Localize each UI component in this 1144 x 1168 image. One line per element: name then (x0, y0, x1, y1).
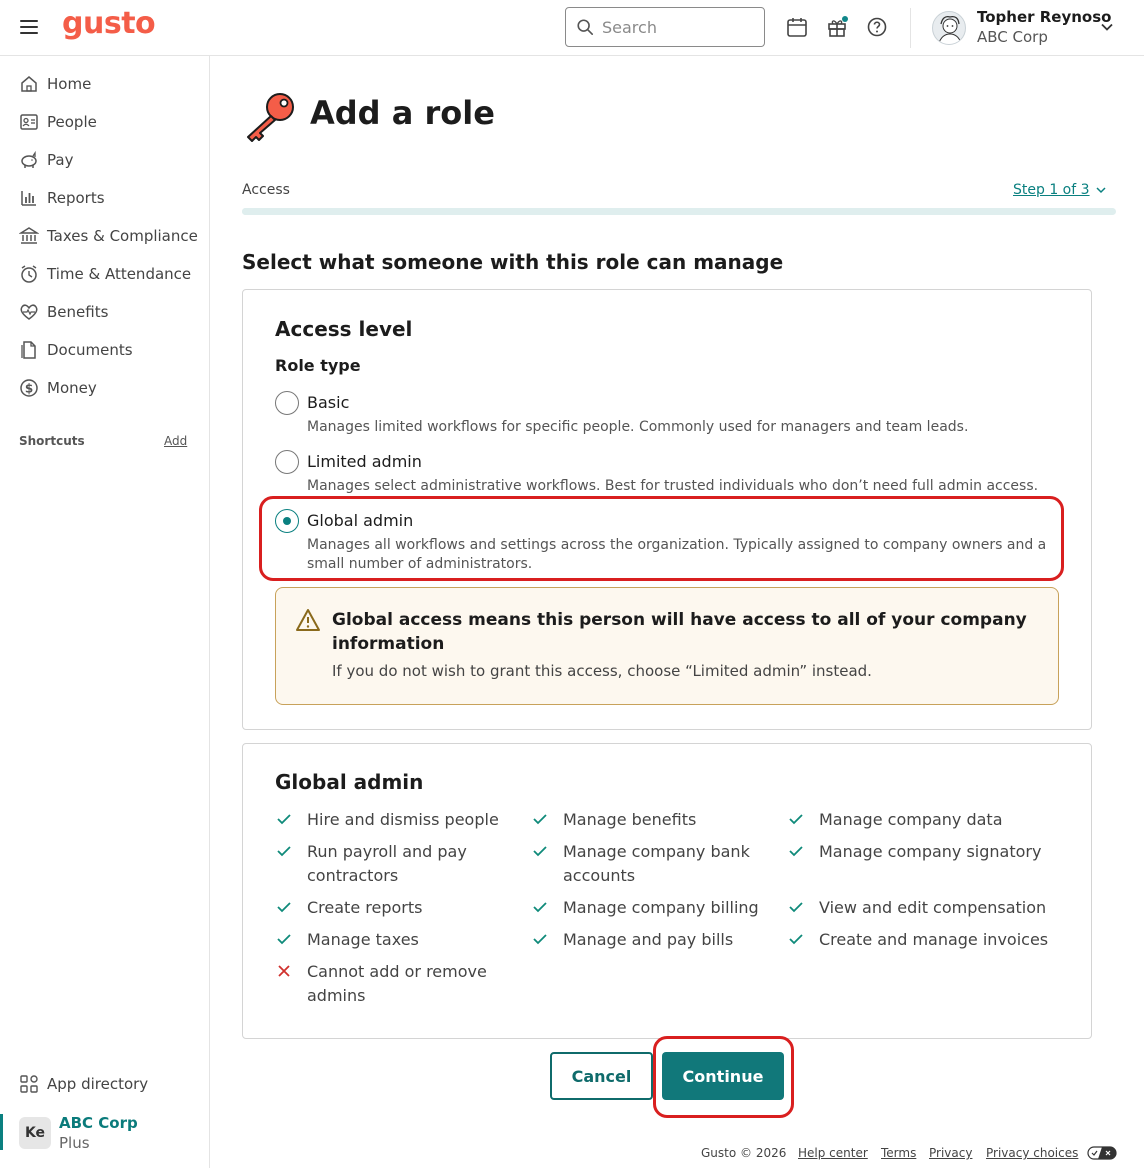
gusto-logo[interactable]: gusto (62, 6, 156, 41)
continue-button[interactable]: Continue (662, 1052, 784, 1100)
company-name[interactable]: ABC Corp (59, 1114, 138, 1132)
heart-icon (19, 302, 39, 322)
role-type-label: Role type (275, 356, 361, 375)
alert-title: Global access means this person will have access to all of your company information (332, 610, 1027, 654)
sidebar-item-label: Taxes & Compliance (47, 227, 198, 245)
progress-bar (242, 208, 1116, 215)
sidebar-item-taxes[interactable] (19, 224, 198, 248)
option-label-global-admin[interactable]: Global admin (307, 511, 414, 530)
svg-text:$: $ (24, 381, 34, 396)
people-icon (19, 112, 39, 132)
avatar[interactable] (932, 11, 966, 45)
search-input[interactable] (602, 18, 752, 37)
permission-item: Run payroll and pay contractors (275, 840, 515, 888)
check-icon (531, 898, 549, 916)
permission-item: Manage company signatory (787, 840, 1077, 864)
check-icon (531, 842, 549, 860)
sidebar-item-home[interactable] (19, 72, 91, 96)
sidebar-item-label: Reports (47, 189, 105, 207)
permission-item: Cannot add or remove admins (275, 960, 515, 1008)
permission-item: Manage taxes (275, 928, 515, 952)
option-label-limited-admin[interactable]: Limited admin (307, 452, 422, 471)
footer-link-privacy-choices[interactable]: Privacy choices (986, 1146, 1079, 1160)
sidebar-item-label: Time & Attendance (47, 265, 192, 283)
sidebar-item-label: People (47, 113, 97, 131)
option-desc-basic: Manages limited workflows for specific people. Commonly used for managers and team leads. (307, 419, 969, 435)
check-icon (531, 930, 549, 948)
search-icon (576, 18, 594, 36)
sidebar-item-pay[interactable] (19, 148, 73, 172)
page-title: Add a role (310, 94, 495, 132)
check-icon (787, 810, 805, 828)
check-icon (531, 810, 549, 828)
top-bar (0, 0, 1144, 56)
company-plan: Plus (59, 1134, 90, 1152)
permission-item: Manage and pay bills (531, 928, 771, 952)
calendar-icon[interactable] (786, 16, 808, 38)
menu-icon[interactable] (20, 20, 38, 34)
shortcuts-add-link[interactable]: Add (164, 434, 188, 448)
continue-highlight (653, 1036, 794, 1118)
company-badge[interactable]: Ke (19, 1117, 51, 1149)
permission-item: Manage company data (787, 808, 1077, 832)
user-name[interactable]: Topher Reynoso (977, 8, 1112, 26)
user-company[interactable]: ABC Corp (977, 28, 1048, 46)
check-icon (787, 898, 805, 916)
piggy-bank-icon (19, 150, 39, 170)
cancel-button[interactable]: Cancel (550, 1052, 653, 1100)
card-title: Access level (275, 317, 413, 341)
sidebar-item-label: Documents (47, 341, 133, 359)
header-divider (910, 8, 911, 48)
card-title: Global admin (275, 770, 424, 794)
footer-link-help-center[interactable]: Help center (798, 1146, 868, 1160)
permission-item: Manage company bank accounts (531, 840, 771, 888)
reports-icon (19, 188, 39, 208)
sidebar-item-label: App directory (47, 1075, 149, 1093)
check-icon (275, 930, 293, 948)
sidebar-item-label: Money (47, 379, 97, 397)
clock-icon (19, 264, 39, 284)
radio-basic[interactable] (275, 391, 299, 415)
key-icon (242, 90, 298, 144)
option-desc-global-admin: Manages all workflows and settings across the organization. Typically assigned to company owners and a small number of administrators. (307, 537, 1047, 572)
footer-link-terms[interactable]: Terms (881, 1146, 917, 1160)
permission-item: Create and manage invoices (787, 928, 1077, 952)
permission-item: View and edit compensation (787, 896, 1077, 920)
sidebar-item-benefits[interactable] (19, 300, 108, 324)
permission-item: Create reports (275, 896, 515, 920)
check-icon (275, 810, 293, 828)
selection-highlight (259, 496, 1064, 581)
check-icon (787, 930, 805, 948)
permission-item: Manage company billing (531, 896, 781, 920)
radio-limited-admin[interactable] (275, 450, 299, 474)
option-desc-limited-admin: Manages select administrative workflows. Best for trusted individuals who don’t need full admin access. (307, 478, 1039, 494)
apps-icon (19, 1074, 39, 1094)
check-icon (275, 898, 293, 916)
permission-item: Hire and dismiss people (275, 808, 515, 832)
permissions-card (242, 743, 1092, 1039)
x-icon (275, 962, 293, 980)
sidebar-item-label: Pay (47, 151, 74, 169)
document-icon (19, 340, 39, 360)
check-icon (787, 842, 805, 860)
sidebar-item-money[interactable] (19, 376, 97, 400)
chevron-down-icon[interactable] (1096, 185, 1106, 195)
warning-icon (295, 608, 321, 632)
company-active-indicator (0, 1114, 3, 1150)
sidebar-item-documents[interactable] (19, 338, 133, 362)
home-icon (19, 74, 39, 94)
permission-item: Manage benefits (531, 808, 771, 832)
sidebar-item-label: Benefits (47, 303, 109, 321)
option-label-basic[interactable]: Basic (307, 393, 350, 412)
privacy-toggle-icon[interactable] (1087, 1146, 1117, 1160)
step-indicator-link[interactable]: Step 1 of 3 (1013, 182, 1090, 198)
access-level-card (242, 289, 1092, 730)
sidebar (0, 56, 210, 1168)
footer-link-privacy[interactable]: Privacy (929, 1146, 973, 1160)
warning-alert (275, 587, 1059, 705)
footer-copyright: Gusto © 2026 (701, 1146, 787, 1160)
sidebar-item-people[interactable] (19, 110, 97, 134)
chevron-down-icon[interactable] (1100, 20, 1114, 34)
progress-label: Access (242, 182, 290, 198)
dollar-icon (19, 378, 39, 398)
sidebar-item-label: Home (47, 75, 92, 93)
check-icon (275, 842, 293, 860)
bank-icon (19, 226, 39, 246)
sidebar-item-time[interactable] (19, 262, 191, 286)
help-icon[interactable] (866, 16, 888, 38)
sidebar-item-app-directory[interactable] (19, 1074, 148, 1094)
search-box[interactable] (565, 7, 765, 47)
gift-icon[interactable] (826, 16, 848, 38)
alert-body: If you do not wish to grant this access, choose “Limited admin” instead. (332, 662, 872, 680)
shortcuts-label: Shortcuts (19, 434, 85, 448)
sidebar-item-reports[interactable] (19, 186, 105, 210)
section-heading: Select what someone with this role can manage (242, 250, 784, 274)
